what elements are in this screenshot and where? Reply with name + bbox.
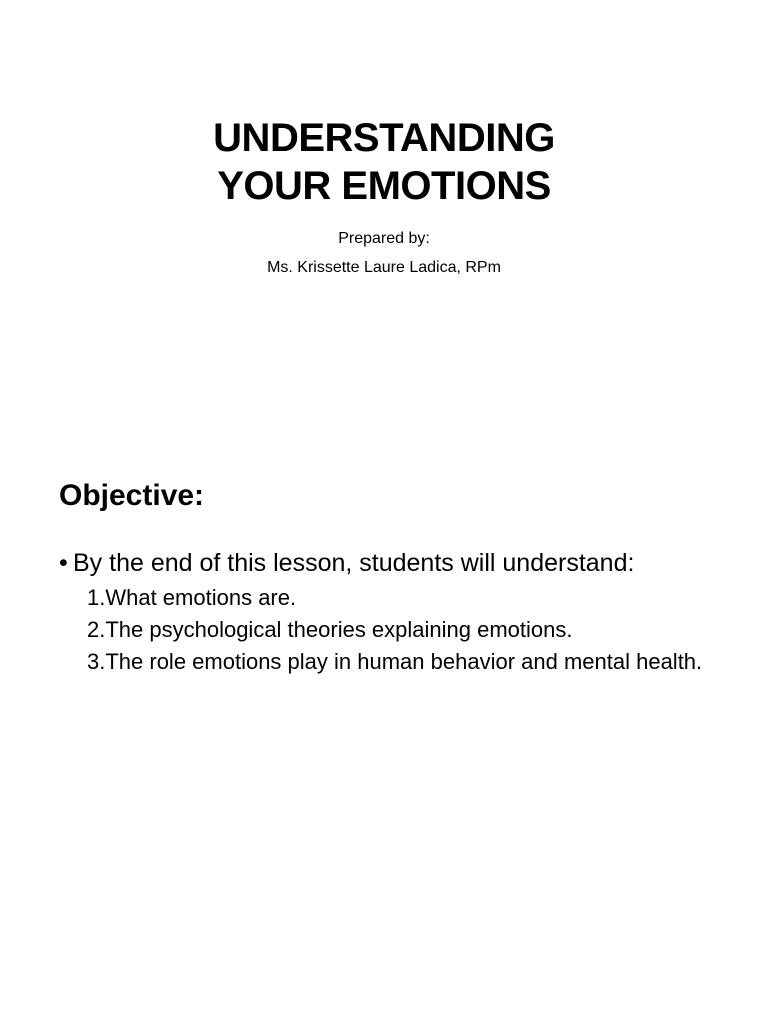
slide-title (0, 114, 768, 210)
title-slide (0, 0, 768, 390)
list-item: 3.The role emotions play in human behavior and mental health. (87, 649, 703, 674)
bullet-text: By the end of this lesson, students will understand: (73, 549, 635, 577)
objective-list (87, 584, 727, 680)
objective-bullet (59, 548, 739, 578)
list-item: 2.The psychological theories explaining emotions. (87, 617, 573, 642)
prepared-by-label: Prepared by: (338, 230, 430, 247)
bullet-icon: • (59, 549, 68, 577)
objective-heading: Objective: (59, 479, 205, 512)
title-line-2: YOUR EMOTIONS (217, 164, 551, 208)
objective-slide (0, 440, 768, 1024)
title-line-1: UNDERSTANDING (213, 116, 555, 160)
list-item: 1.What emotions are. (87, 585, 297, 610)
presenter-name: Ms. Krissette Laure Ladica, RPm (267, 259, 501, 276)
